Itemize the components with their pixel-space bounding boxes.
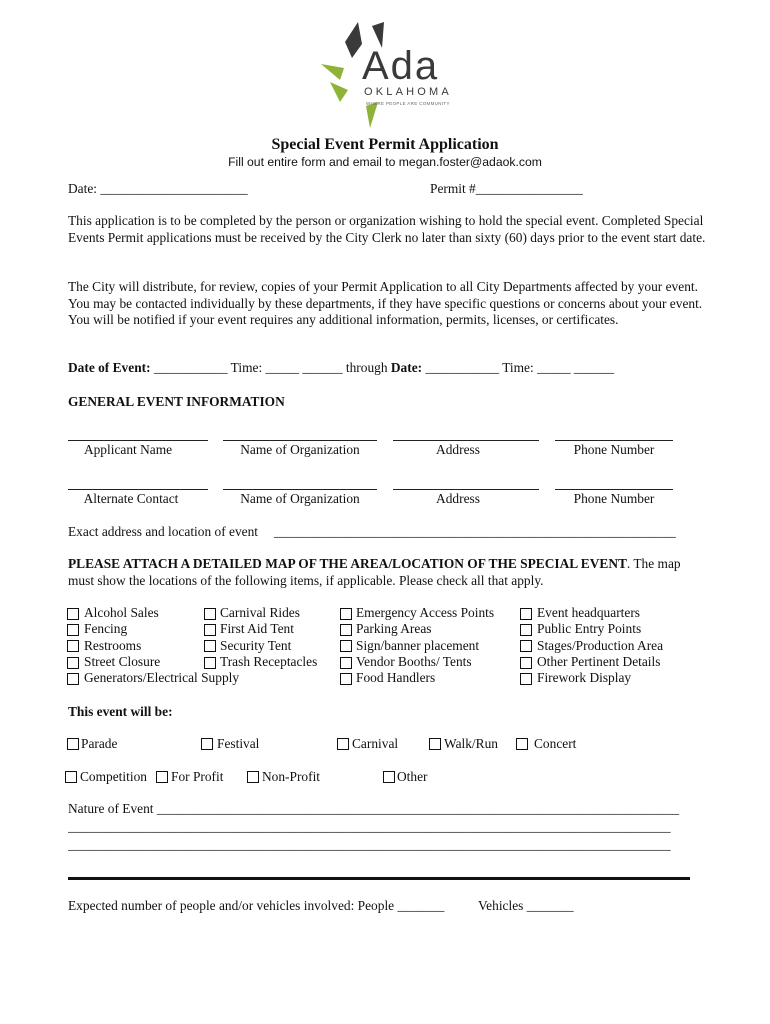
checkbox-label: First Aid Tent	[220, 621, 294, 636]
checkbox-fencing[interactable]	[67, 624, 79, 636]
checkbox-label: Concert	[534, 736, 577, 751]
checkbox-label: Food Handlers	[356, 670, 436, 685]
checkbox-firework-display[interactable]	[520, 673, 532, 685]
intro-paragraph-2: The City will distribute, for review, copies of your Permit Application to all City Departments affected by your event. You may be contacted individually by these departments, if they have specific questions or concerns about your event. You will be notified if your event requires any additional information, permits, licenses, or certificates.	[68, 279, 703, 328]
date-field[interactable]: Date: ______________________	[68, 181, 248, 196]
logo-state: OKLAHOMA	[364, 86, 452, 98]
checkbox-carnival[interactable]	[337, 738, 349, 750]
address-label: Address	[436, 442, 480, 457]
section-divider	[68, 877, 690, 880]
organization-name-label: Name of Organization	[240, 442, 360, 457]
checkbox-label: Generators/Electrical Supply	[84, 670, 240, 685]
alt-phone-label: Phone Number	[573, 491, 655, 506]
checkbox-parking-areas[interactable]	[340, 624, 352, 636]
city-logo	[318, 20, 458, 130]
organization-line[interactable]	[223, 440, 377, 441]
applicant-name-label: Applicant Name	[83, 442, 173, 457]
map-instruction	[68, 556, 708, 589]
map-instruction-text: . The map must show the locations of the following items, if applicable. Please check all that apply.	[68, 556, 681, 588]
checkbox-label: Security Tent	[220, 638, 292, 653]
expected-people-field[interactable]: Expected number of people and/or vehicles involved: People _______	[68, 898, 445, 913]
general-info-heading: GENERAL EVENT INFORMATION	[68, 394, 285, 409]
checkbox-vendor-booths[interactable]	[340, 657, 352, 669]
checkbox-concert[interactable]	[516, 738, 528, 750]
exact-address-label: Exact address and location of event	[68, 524, 258, 539]
checkbox-label: Other Pertinent Details	[537, 654, 661, 669]
checkbox-trash-receptacles[interactable]	[204, 657, 216, 669]
nature-of-event-field[interactable]: ______________________________________________________________________________	[156, 801, 680, 816]
alt-phone-line[interactable]	[555, 489, 673, 490]
checkbox-emergency-access[interactable]	[340, 608, 352, 620]
checkbox-event-headquarters[interactable]	[520, 608, 532, 620]
checkbox-label: For Profit	[171, 769, 224, 784]
checkbox-label: Sign/banner placement	[356, 638, 480, 653]
checkbox-label: Alcohol Sales	[84, 605, 159, 620]
nature-of-event-row[interactable]	[68, 801, 688, 817]
permit-number-field[interactable]: Permit #________________	[430, 181, 583, 196]
checkbox-competition[interactable]	[65, 771, 77, 783]
end-date-label: Date:	[390, 360, 423, 375]
checkbox-food-handlers[interactable]	[340, 673, 352, 685]
page-subtitle: Fill out entire form and email to megan.foster@adaok.com	[228, 155, 542, 169]
checkbox-other[interactable]	[383, 771, 395, 783]
checkbox-label: Festival	[217, 736, 260, 751]
checkbox-parade[interactable]	[67, 738, 79, 750]
checkbox-label: Event headquarters	[537, 605, 640, 620]
checkbox-label: Restrooms	[84, 638, 142, 653]
event-type-heading: This event will be:	[68, 704, 173, 719]
end-date-field[interactable]: ___________	[422, 360, 500, 375]
date-of-event-label: Date of Event:	[68, 360, 151, 375]
checkbox-label: Other	[397, 769, 428, 784]
date-of-event-field[interactable]: ___________	[150, 360, 228, 375]
page-title: Special Event Permit Application	[271, 136, 499, 153]
expected-vehicles-field[interactable]: Vehicles _______	[478, 898, 574, 913]
checkbox-sign-banner[interactable]	[340, 640, 352, 652]
nature-of-event-line-2[interactable]: __________________________________________________________________________________________	[68, 819, 671, 834]
end-time-field[interactable]: Time: _____ ______	[499, 360, 615, 375]
checkbox-label: Non-Profit	[262, 769, 321, 784]
checkbox-label: Carnival Rides	[220, 605, 300, 620]
alt-organization-line[interactable]	[223, 489, 377, 490]
nature-of-event-label: Nature of Event	[68, 801, 157, 816]
checkbox-stages[interactable]	[520, 640, 532, 652]
checkbox-for-profit[interactable]	[156, 771, 168, 783]
checkbox-label: Street Closure	[84, 654, 161, 669]
checkbox-festival[interactable]	[201, 738, 213, 750]
checkbox-restrooms[interactable]	[67, 640, 79, 652]
address-line[interactable]	[393, 440, 539, 441]
alt-address-label: Address	[436, 491, 480, 506]
checkbox-label: Stages/Production Area	[537, 638, 664, 653]
checkbox-street-closure[interactable]	[67, 657, 79, 669]
checkbox-carnival-rides[interactable]	[204, 608, 216, 620]
checkbox-label: Trash Receptacles	[220, 654, 318, 669]
event-dates-row	[68, 360, 614, 376]
checkbox-label: Fencing	[84, 621, 128, 636]
logo-name: Ada	[362, 44, 440, 88]
logo-tagline: WHERE PEOPLE ARE COMMUNITY	[366, 101, 450, 106]
alt-organization-label: Name of Organization	[240, 491, 360, 506]
checkbox-label: Parade	[81, 736, 118, 751]
checkbox-label: Emergency Access Points	[356, 605, 495, 620]
checkbox-label: Firework Display	[537, 670, 632, 685]
alt-address-line[interactable]	[393, 489, 539, 490]
checkbox-label: Vendor Booths/ Tents	[356, 654, 472, 669]
checkbox-first-aid-tent[interactable]	[204, 624, 216, 636]
checkbox-label: Parking Areas	[356, 621, 432, 636]
phone-number-label: Phone Number	[573, 442, 655, 457]
map-instruction-bold: PLEASE ATTACH A DETAILED MAP OF THE AREA/LOCATION OF THE SPECIAL EVENT	[68, 556, 627, 571]
checkbox-non-profit[interactable]	[247, 771, 259, 783]
intro-paragraph-1: This application is to be completed by the person or organization wishing to hold the special event. Completed Special Events Permit applications must be received by the City Clerk no later than sixty (60) days prior to the event start date.	[68, 213, 706, 245]
time-field[interactable]: Time: _____ ______ through	[227, 360, 391, 375]
checkbox-generators[interactable]	[67, 673, 79, 685]
checkbox-other-details[interactable]	[520, 657, 532, 669]
alternate-contact-label: Alternate Contact	[83, 491, 179, 506]
checkbox-security-tent[interactable]	[204, 640, 216, 652]
alternate-contact-line[interactable]	[68, 489, 208, 490]
checkbox-label: Walk/Run	[444, 736, 498, 751]
phone-line[interactable]	[555, 440, 673, 441]
applicant-line[interactable]	[68, 440, 208, 441]
checkbox-walk-run[interactable]	[429, 738, 441, 750]
checkbox-alcohol-sales[interactable]	[67, 608, 79, 620]
nature-of-event-line-3[interactable]: __________________________________________________________________________________________	[68, 837, 671, 852]
checkbox-public-entry[interactable]	[520, 624, 532, 636]
checkbox-label: Public Entry Points	[537, 621, 642, 636]
checkbox-label: Competition	[80, 769, 147, 784]
checkbox-label: Carnival	[352, 736, 399, 751]
exact-address-field[interactable]: ____________________________________________________________	[274, 524, 676, 539]
